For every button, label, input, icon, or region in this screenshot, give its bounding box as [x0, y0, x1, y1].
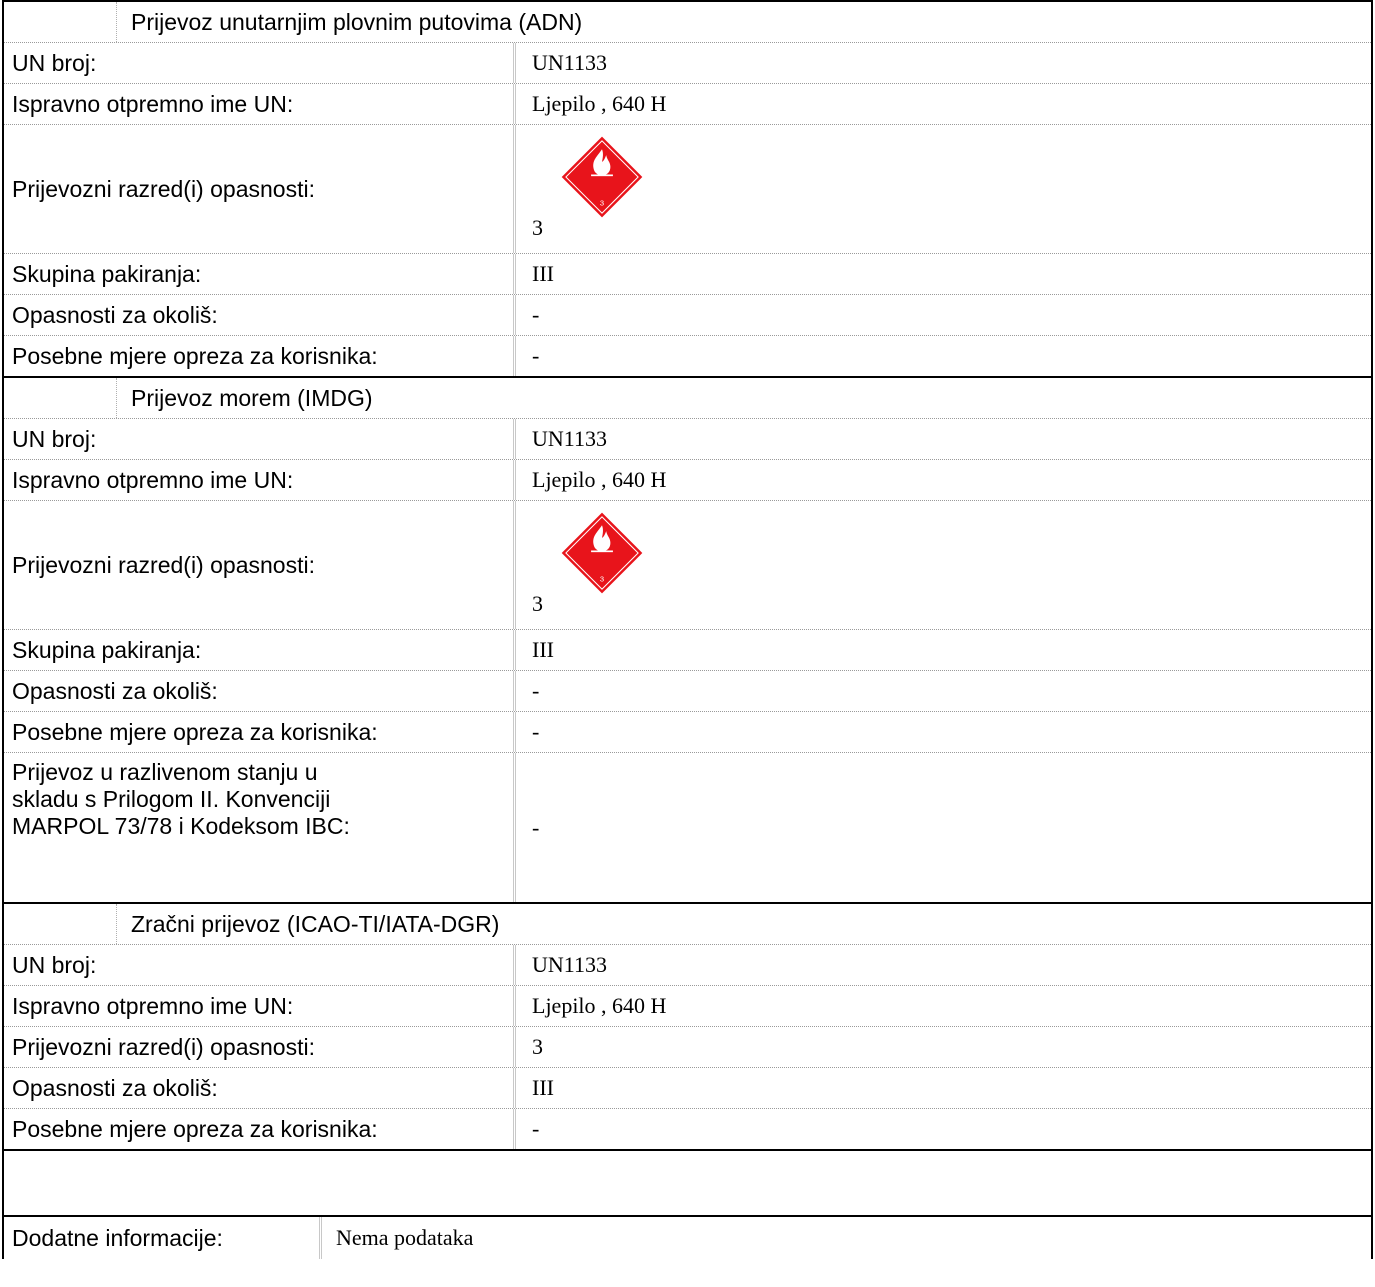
row-label: Ispravno otpremno ime UN: [4, 460, 516, 500]
table-row [4, 335, 1371, 376]
flammable-liquid-class-3-icon [560, 135, 644, 219]
row-label: Prijevozni razred(i) opasnosti: [4, 125, 516, 253]
row-value: - [532, 302, 540, 327]
table-row [4, 670, 1371, 711]
row-value: 3 [532, 1034, 543, 1059]
table-row [4, 500, 1371, 629]
row-label: UN broj: [4, 419, 516, 459]
table-row [4, 1067, 1371, 1108]
header-indent-cell [4, 378, 117, 418]
label-line: MARPOL 73/78 i Kodeksom IBC: [12, 813, 350, 839]
row-value: - [532, 343, 540, 368]
table-row [4, 459, 1371, 500]
section-header-imdg [4, 376, 1371, 418]
row-label: Prijevozni razred(i) opasnosti: [4, 501, 516, 629]
row-label: Opasnosti za okoliš: [4, 295, 516, 335]
hazard-class-cell [516, 125, 1371, 253]
row-value: - [532, 678, 540, 703]
row-label: Skupina pakiranja: [4, 254, 516, 294]
additional-info-row [4, 1215, 1371, 1259]
transport-information-table [2, 0, 1373, 1259]
section-title: Prijevoz morem (IMDG) [131, 384, 373, 411]
table-row [4, 83, 1371, 124]
row-label: Opasnosti za okoliš: [4, 1068, 516, 1108]
row-value: Ljepilo , 640 H [532, 91, 667, 116]
table-row [4, 42, 1371, 83]
additional-info-label: Dodatne informacije: [4, 1217, 322, 1259]
row-label: Ispravno otpremno ime UN: [4, 84, 516, 124]
hazard-class-number: 3 [532, 215, 543, 240]
table-row [4, 124, 1371, 253]
section-header-icao-iata [4, 902, 1371, 944]
table-row [4, 1026, 1371, 1067]
table-row [4, 418, 1371, 459]
row-value: - [532, 1116, 540, 1141]
label-line: skladu s Prilogom II. Konvenciji [12, 786, 331, 812]
row-label [4, 753, 516, 902]
hazard-class-number: 3 [532, 591, 543, 616]
row-label: Posebne mjere opreza za korisnika: [4, 1109, 516, 1149]
row-label: Prijevozni razred(i) opasnosti: [4, 1027, 516, 1067]
section-title: Zračni prijevoz (ICAO-TI/IATA-DGR) [131, 910, 500, 937]
flammable-liquid-class-3-icon [560, 511, 644, 595]
row-value: Ljepilo , 640 H [532, 993, 667, 1018]
row-value: UN1133 [532, 952, 607, 977]
row-label: UN broj: [4, 43, 516, 83]
blank-row [4, 1149, 1371, 1215]
table-row [4, 1108, 1371, 1149]
row-value: III [532, 1075, 554, 1100]
row-label: Ispravno otpremno ime UN: [4, 986, 516, 1026]
table-row [4, 752, 1371, 902]
table-row [4, 629, 1371, 670]
label-line: Prijevoz u razlivenom stanju u [12, 759, 318, 785]
header-indent-cell [4, 904, 117, 944]
hazard-class-cell [516, 501, 1371, 629]
row-label: UN broj: [4, 945, 516, 985]
row-label: Opasnosti za okoliš: [4, 671, 516, 711]
row-value: UN1133 [532, 50, 607, 75]
svg-text:3: 3 [599, 198, 605, 208]
row-value: Ljepilo , 640 H [532, 467, 667, 492]
row-value: III [532, 261, 554, 286]
row-value: - [532, 814, 540, 840]
table-row [4, 253, 1371, 294]
additional-info-value: Nema podataka [336, 1225, 474, 1250]
row-value: UN1133 [532, 426, 607, 451]
table-row [4, 944, 1371, 985]
row-label: Posebne mjere opreza za korisnika: [4, 712, 516, 752]
row-value: - [532, 719, 540, 744]
table-row [4, 985, 1371, 1026]
section-title: Prijevoz unutarnjim plovnim putovima (ADN) [131, 8, 583, 35]
header-indent-cell [4, 2, 117, 42]
row-label: Skupina pakiranja: [4, 630, 516, 670]
table-row [4, 294, 1371, 335]
row-value: III [532, 637, 554, 662]
svg-text:3: 3 [599, 574, 605, 584]
table-row [4, 711, 1371, 752]
section-header-adn [4, 0, 1371, 42]
row-label: Posebne mjere opreza za korisnika: [4, 336, 516, 376]
